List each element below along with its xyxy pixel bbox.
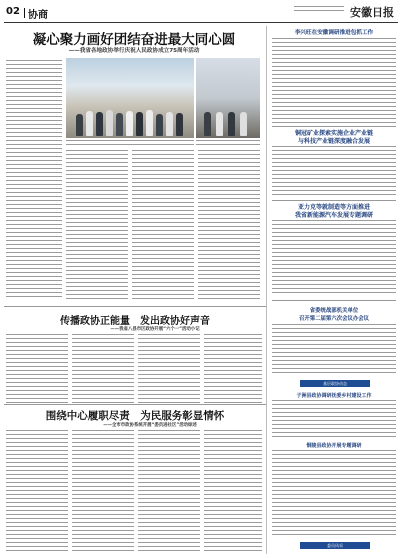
bottom-subheadline: ——全市市政协系统开展“委员进社区”活动综述 <box>103 423 197 428</box>
lead-col-3-text <box>132 150 194 300</box>
sidebar-story2-text <box>272 146 396 198</box>
sidebar-story4-subtitle: 召开第二届第六次会议办会议 <box>298 316 370 322</box>
page-divider <box>24 8 25 18</box>
middle-col-1-text <box>6 334 68 404</box>
bottom-col-4-text <box>204 430 262 554</box>
bottom-col-1-text <box>6 430 68 554</box>
masthead-logo: 安徽日报 <box>350 6 394 19</box>
middle-top-rule <box>4 306 266 307</box>
bottom-col-2-text <box>72 430 134 554</box>
middle-subheadline: ——我省八县市区政协开展“六个一”活动小记 <box>110 327 200 332</box>
sidebar-box1-label: 基层政协动态 <box>300 380 370 387</box>
lead-photo <box>66 58 194 138</box>
sidebar-story6-title: 铜陵县政协开展专题调研 <box>306 443 362 449</box>
lead-headline: 凝心聚力画好团结奋进最大同心圆 <box>32 32 236 48</box>
middle-col-2-text <box>72 334 134 404</box>
sidebar-story5-text <box>272 400 396 440</box>
sidebar-rule-3 <box>272 300 396 301</box>
header-meta <box>294 6 344 16</box>
sidebar-story1-title: 李兴旺在安徽调研推进包抓工作 <box>294 30 374 36</box>
sidebar-story4-title: 省委统战部机关单位 <box>309 308 359 314</box>
sidebar-story5-title: 子洲县政协调研抚委乡村建设工作 <box>296 393 372 399</box>
lead-col-1-text <box>6 60 62 300</box>
page-header <box>4 4 398 22</box>
sidebar-story1-text <box>272 38 396 124</box>
page-number: 02 <box>6 6 20 17</box>
sidebar-story4-text <box>272 324 396 376</box>
header-rule <box>4 22 398 23</box>
middle-headline: 传播政协正能量 发出政协好声音 <box>60 316 210 327</box>
sidebar-story6-text <box>272 450 396 536</box>
bottom-col-3-text <box>138 430 200 554</box>
sidebar-story2-subtitle: 与科技产业链深度融合发展 <box>297 138 370 145</box>
middle-col-4-text <box>204 334 262 404</box>
sidebar-story2-title: 铜冠矿业探索实施企业产业链 <box>294 130 373 137</box>
sidebar-box2-label: 委员风采 <box>300 542 370 549</box>
sidebar-rule-2 <box>272 200 396 201</box>
sidebar-divider <box>266 26 267 554</box>
lead-photo-2 <box>196 58 260 138</box>
lead-col-4-text <box>198 150 260 300</box>
lead-subheadline: ——我省各地政协举行庆祝人民政协成立75周年活动 <box>68 48 200 54</box>
sidebar-rule-1 <box>272 126 396 127</box>
bottom-headline: 围绕中心履职尽责 为民服务彰显情怀 <box>45 410 225 422</box>
middle-col-3-text <box>138 334 200 404</box>
bottom-top-rule <box>4 404 266 405</box>
sidebar-story3-subtitle: 我省新能源汽车发展专题调研 <box>294 212 373 219</box>
sidebar-story3-text <box>272 220 396 294</box>
lead-photo-2-caption <box>196 140 260 146</box>
section-name: 协商 <box>28 10 48 21</box>
lead-col-2-text <box>66 150 128 300</box>
lead-photo-caption <box>66 140 194 146</box>
sidebar-story3-title: 亚力克等就制造等方面推进 <box>297 204 370 211</box>
